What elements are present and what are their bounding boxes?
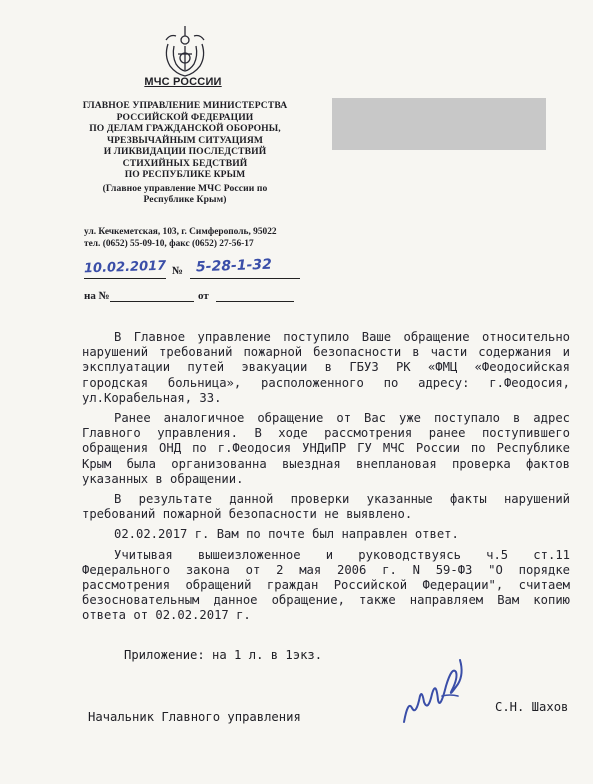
org-line: ПО ДЕЛАМ ГРАЖДАНСКОЙ ОБОРОНЫ,	[89, 123, 281, 134]
org-line: РОССИЙСКОЙ ФЕДЕРАЦИИ	[116, 111, 254, 123]
letter-body	[82, 330, 570, 629]
org-line: СТИХИЙНЫХ БЕДСТВИЙ	[122, 157, 248, 169]
signer-name: С.Н. Шахов	[495, 700, 569, 714]
org-short-name: МЧС РОССИИ	[144, 76, 222, 88]
org-line: ПО РЕСПУБЛИКЕ КРЫМ	[124, 169, 246, 180]
reference-line	[84, 290, 314, 306]
attachment-note: Приложение: на 1 л. в 1экз.	[124, 648, 323, 662]
body-paragraph: 02.02.2017 г. Вам по почте был направлен ответ.	[114, 527, 459, 542]
org-line: ГЛАВНОЕ УПРАВЛЕНИЕ МИНИСТЕРСТВА	[82, 100, 288, 111]
ref-number-label: на №	[84, 290, 110, 302]
emercom-emblem-icon	[160, 22, 210, 78]
org-sub-line: Республике Крым)	[143, 194, 227, 205]
redacted-recipient-block	[332, 98, 546, 150]
handwritten-signature	[398, 650, 478, 730]
underline	[190, 278, 300, 279]
body-paragraph: Учитывая вышеизложенное и руководствуясь ч.5 ст.11 Федерального закона от 2 мая 2006 г. N 59-ФЗ "О порядке рассмотрения обращений граждан Российской Федерации", считаем безосновательным данное обращение, также направляем Вам копию ответа от 02.02.2017 г.	[82, 547, 570, 623]
signer-position: Начальник Главного управления	[88, 710, 301, 724]
contact-line: тел. (0652) 55-09-10, факс (0652) 27-56-17	[84, 239, 254, 249]
body-paragraph: Ранее аналогичное обращение от Вас уже поступало в адрес Главного управления. В ходе рассмотрения ранее поступившего обращения ОНД по г.Феодосия УНДиПР ГУ МЧС России по Республике Крым была организованна выездная внеплановая проверка фактов указанных в обращении.	[82, 411, 570, 486]
body-paragraph: В результате данной проверки указанные факты нарушений требований пожарной безопасности не выявлено.	[82, 492, 570, 522]
handwritten-date: 10.02.2017	[83, 258, 167, 277]
number-sign: №	[172, 265, 184, 277]
ref-from-label: от	[198, 290, 209, 302]
organization-name	[70, 100, 300, 206]
org-line: И ЛИКВИДАЦИИ ПОСЛЕДСТВИЙ	[103, 146, 267, 157]
underline	[84, 278, 166, 279]
handwritten-number: 5-28-1-32	[195, 256, 273, 276]
underline	[216, 301, 294, 302]
org-line: ЧРЕЗВЫЧАЙНЫМ СИТУАЦИЯМ	[106, 134, 264, 146]
org-sub-line: (Главное управление МЧС России по	[102, 182, 268, 194]
registration-line	[83, 256, 314, 286]
underline	[110, 301, 194, 302]
address-line: ул. Кечкеметская, 103, г. Симферополь, 95022	[84, 227, 277, 237]
org-address	[84, 226, 314, 250]
body-paragraph: В Главное управление поступило Ваше обращение относительно нарушений требований пожарной безопасности в части содержания и эксплуатации путей эвакуации в ГБУЗ РК «ФМЦ «Феодосийская городская больница», расположенного по адресу: г.Феодосия, ул.Корабельная, 33.	[82, 330, 570, 405]
